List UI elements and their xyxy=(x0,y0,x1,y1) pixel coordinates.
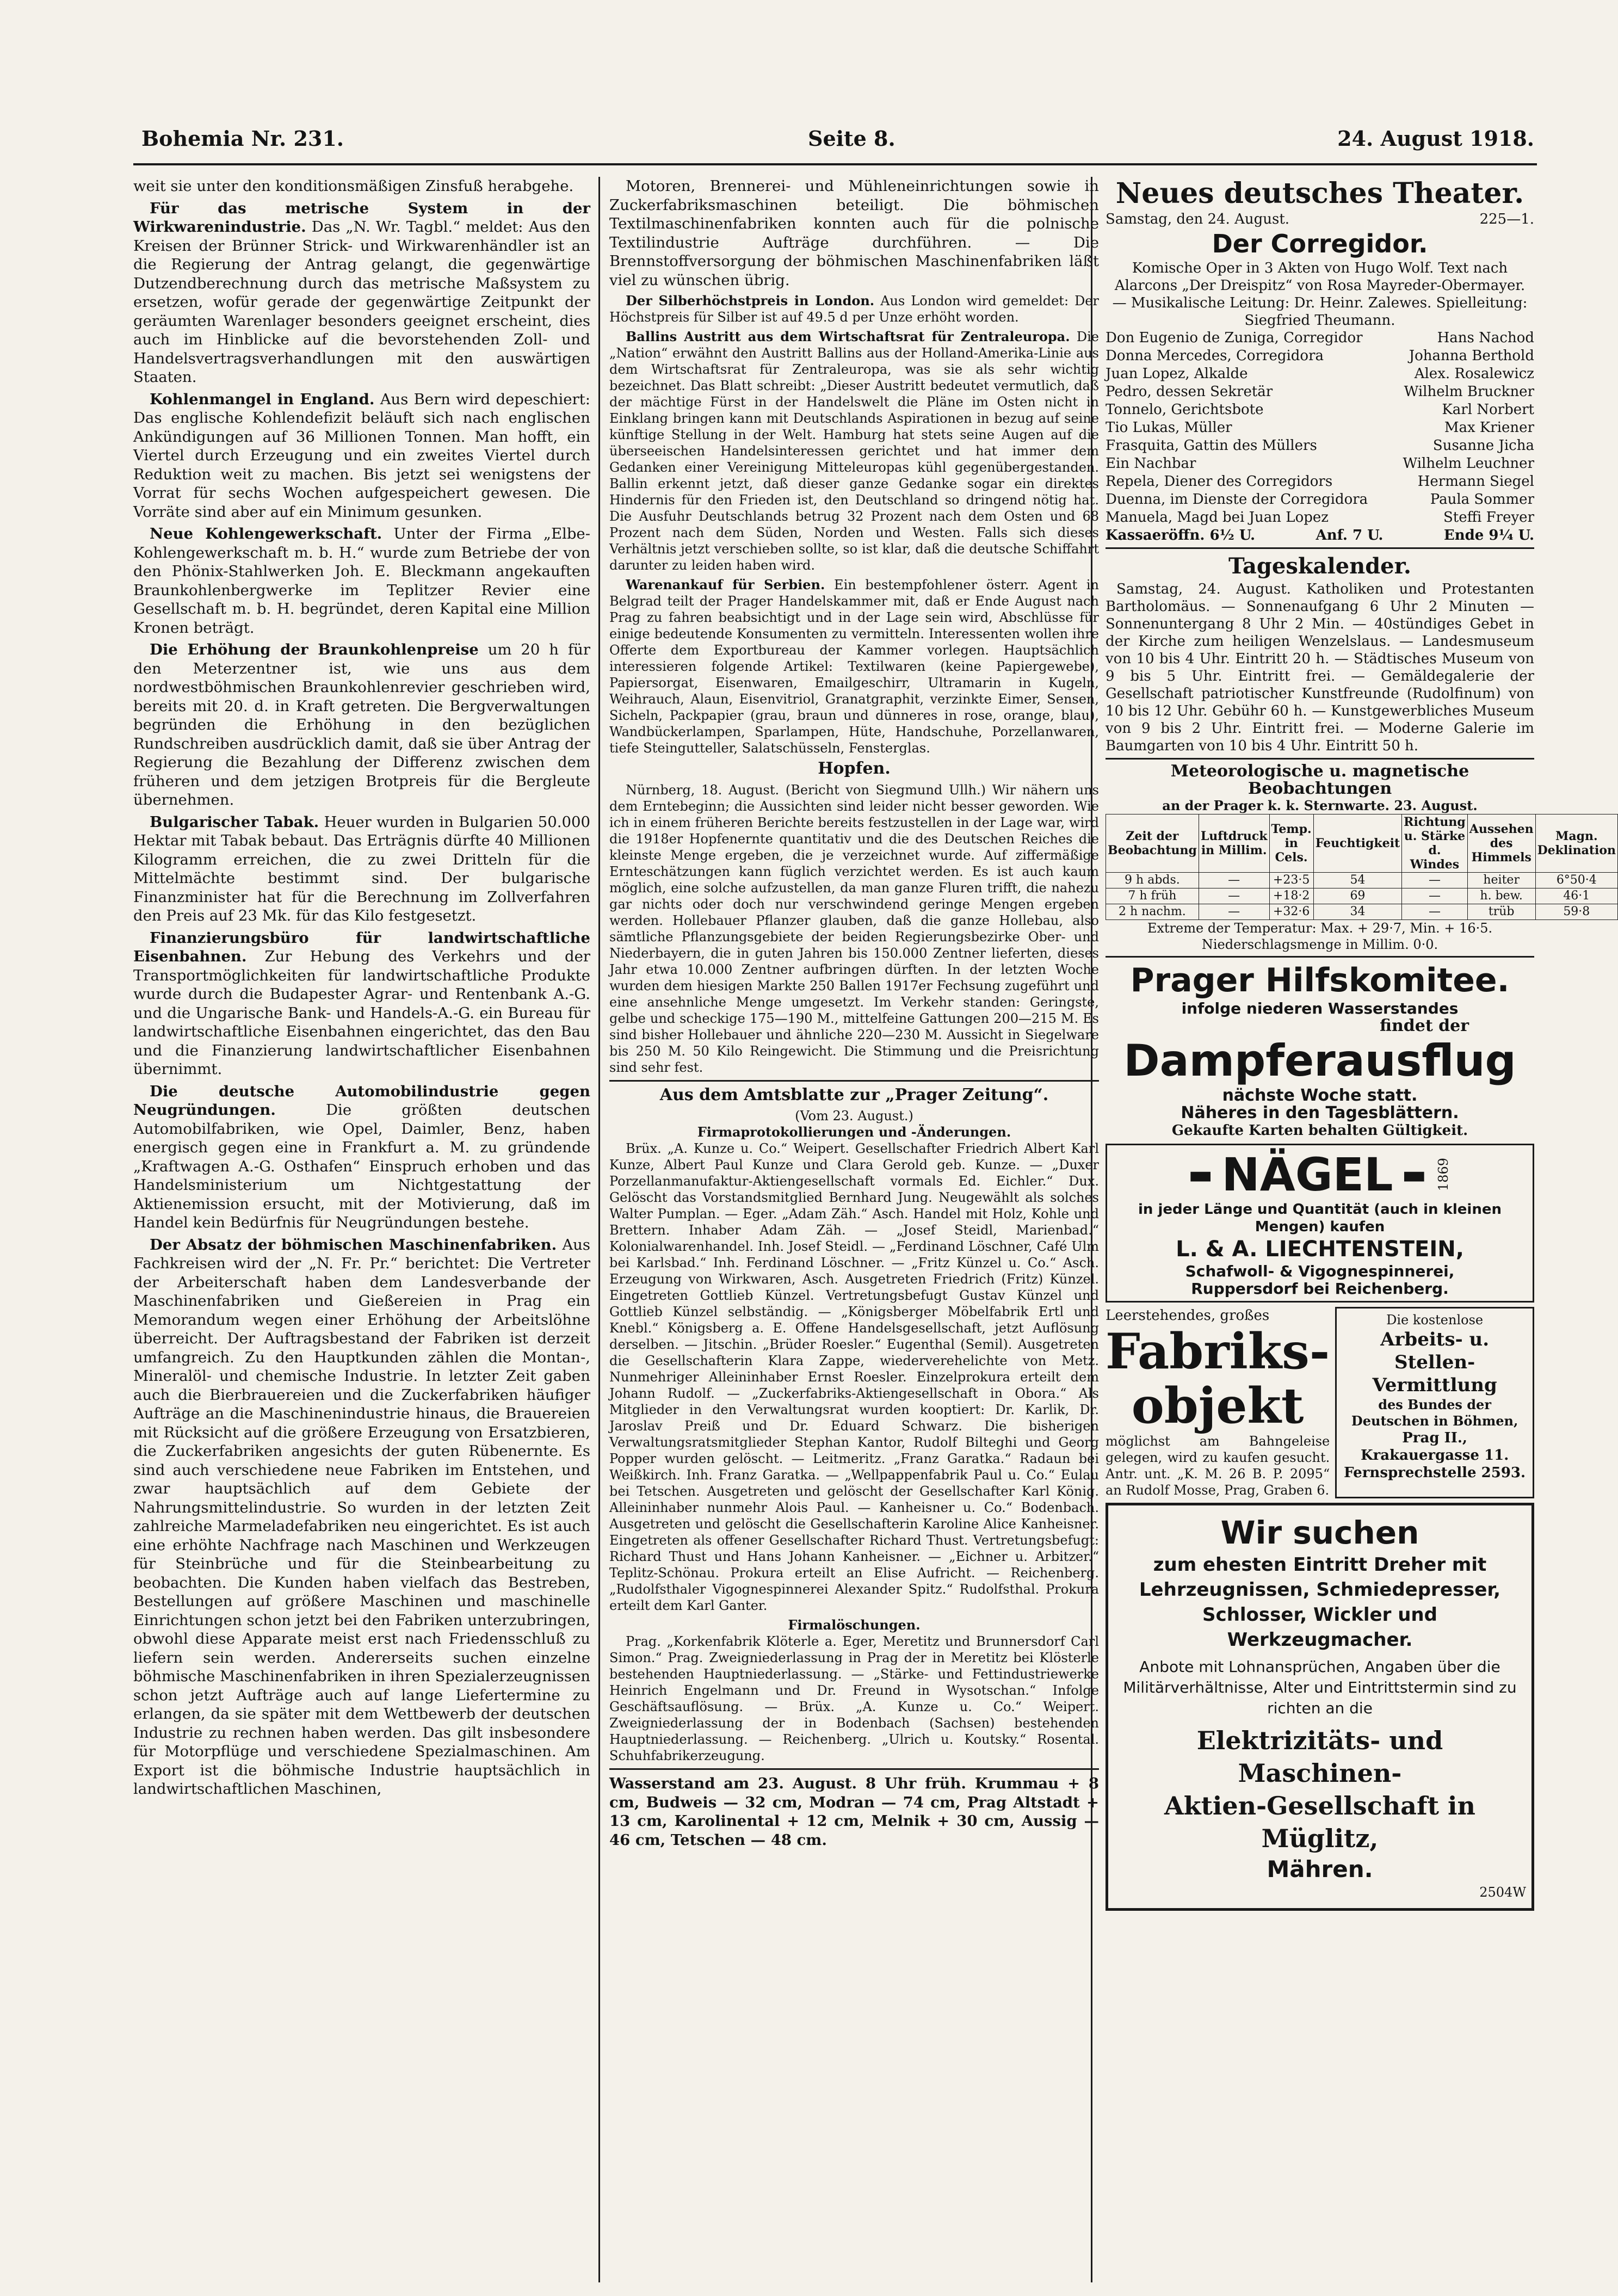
weather-column-header: Luftdruck in Millim. xyxy=(1199,814,1269,873)
factory-ad-head: Leerstehendes, großes xyxy=(1106,1307,1270,1324)
factory-ad xyxy=(1106,1307,1330,1498)
short-notices xyxy=(609,293,1099,756)
cast-row xyxy=(1106,347,1534,365)
cast-actor: Alex. Rosalewicz xyxy=(1414,366,1534,382)
founding-year: 1869 xyxy=(1435,1158,1451,1192)
cast-role: Frasquita, Gattin des Müllers xyxy=(1106,437,1317,454)
weather-column-header: Zeit der Beobachtung xyxy=(1106,814,1199,873)
theater-title: Neues deutsches Theater. xyxy=(1115,177,1524,210)
opera-description: Komische Oper in 3 Akten von Hugo Wolf. Text nach Alarcons „Der Dreispitz“ von Rosa Mayreder-Obermayer. — Musikalische Leitung: Dr. Heinr. Zalewes. Spielleitung: Siegfried Theumann. xyxy=(1112,260,1528,329)
tickets-info: Gekaufte Karten behalten Gültigkeit. xyxy=(1171,1122,1468,1139)
hilfskomitee-findet: findet der xyxy=(1380,1016,1469,1035)
weather-cell: 69 xyxy=(1313,888,1401,904)
cast-row xyxy=(1106,473,1534,491)
short-notice-body: Aus London wird gemeldet: Der Höchstpreis für Silber ist auf 49.5 d per Unze erhöht worden. xyxy=(609,293,1099,325)
weather-cell: 46·1 xyxy=(1535,888,1617,904)
news-item-headline: Kohlenmangel in England. xyxy=(150,390,375,408)
cast-row xyxy=(1106,365,1534,383)
news-item xyxy=(133,199,590,387)
wir-suchen-ad xyxy=(1106,1503,1534,1911)
weather-cell: h. bew. xyxy=(1467,888,1535,904)
agency-line-3: Vermittlung xyxy=(1372,1374,1497,1396)
header-rule xyxy=(133,163,1537,165)
weather-table-body xyxy=(1106,873,1618,920)
news-item-headline: Bulgarischer Tabak. xyxy=(150,813,319,831)
cast-row xyxy=(1106,401,1534,419)
news-item-headline: Die deutsche Automobilindustrie gegen Neugründungen. xyxy=(133,1082,590,1119)
cast-actor: Hans Nachod xyxy=(1437,330,1534,346)
cast-role: Pedro, dessen Sekretär xyxy=(1106,384,1273,400)
steamer-excursion: Dampferausflug xyxy=(1123,1035,1516,1086)
section-rule xyxy=(1106,758,1534,760)
naegel-firm: L. & A. LIECHTENSTEIN, xyxy=(1176,1237,1464,1262)
hilfskomitee-title: Prager Hilfskomitee. xyxy=(1130,961,1510,999)
weather-column-header: Magn. Deklination xyxy=(1535,814,1617,873)
weather-subtitle: an der Prager k. k. Sternwarte. 23. August. xyxy=(1162,798,1478,813)
weather-extremes: Extreme der Temperatur: Max. + 29·7, Min. + 16·5. Niederschlagsmenge in Millim. 0·0. xyxy=(1147,921,1493,952)
agency-phone: Fernsprechstelle 2593. xyxy=(1344,1465,1526,1481)
naegel-location: Ruppersdorf bei Reichenberg. xyxy=(1191,1280,1449,1298)
weather-cell: — xyxy=(1402,873,1468,888)
end-time: Ende 9¼ U. xyxy=(1443,527,1534,544)
cast-role: Duenna, im Dienste der Corregidora xyxy=(1106,491,1368,508)
weather-cell: heiter xyxy=(1467,873,1535,888)
cast-actor: Susanne Jicha xyxy=(1432,437,1534,454)
news-item-body: Aus Bern wird depeschiert: Das englische Kohlendefizit beläuft sich nach englischen Ankündigungen auf 36 Millionen Tonnen. Man hofft, ein Viertel durch Erzeugung und ein zweites Viertel durch Reduktion weit zu machen. Bis jetzt sei wenigstens der Vorrat für sechs Wochen aufgespeichert gewesen. Die Vorräte sind aber auf ein Minimum gesunken. xyxy=(133,390,590,521)
weather-row xyxy=(1106,873,1618,888)
weather-cell: +18·2 xyxy=(1269,888,1313,904)
weather-cell: 54 xyxy=(1313,873,1401,888)
news-item-body: um 20 h für den Meterzentner ist, wie uns aus dem nordwestböhmischen Braunkohlenrevier geschrieben wird, bereits mit 20. d. in Kraft getreten. Die Bergverwaltungen begründen die Erhöhung in den bezüglichen Rundschreiben ausdrücklich damit, daß sie über Antrag der Regierung die Bezahlung der Differenz zwischen dem früheren und dem jetzigen Brotpreis für die Bergleute übernehmen. xyxy=(133,641,590,808)
short-notice-headline: Warenankauf für Serbien. xyxy=(626,577,825,592)
weather-row xyxy=(1106,904,1618,920)
naegel-title: NÄGEL xyxy=(1221,1148,1393,1201)
wir-suchen-positions: zum ehesten Eintritt Dreher mit Lehrzeugnissen, Schmiedepresser, Schlosser, Wickler und Werkzeugmacher. xyxy=(1139,1554,1501,1651)
cast-actor: Karl Norbert xyxy=(1442,402,1534,418)
weather-column-header: Aussehen des Himmels xyxy=(1467,814,1535,873)
cast-row xyxy=(1106,419,1534,437)
cast-row xyxy=(1106,455,1534,473)
cast-role: Don Eugenio de Zuniga, Corregidor xyxy=(1106,330,1363,346)
cast-actor: Steffi Freyer xyxy=(1443,509,1534,526)
naegel-ad xyxy=(1106,1144,1534,1303)
factory-big-2: objekt xyxy=(1131,1377,1304,1435)
performance-number: 225—1. xyxy=(1479,211,1534,227)
weather-column-header: Temp. in Cels. xyxy=(1269,814,1313,873)
nail-icon: ▬ xyxy=(1401,1159,1426,1190)
details-info: Näheres in den Tagesblättern. xyxy=(1181,1103,1459,1122)
weather-cell: +23·5 xyxy=(1269,873,1313,888)
cast-row xyxy=(1106,383,1534,401)
cast-role: Repela, Diener des Corregidors xyxy=(1106,473,1333,490)
company-deletions-heading: Firmalöschungen. xyxy=(788,1617,921,1633)
cast-role: Ein Nachbar xyxy=(1106,455,1196,472)
start-time: Anf. 7 U. xyxy=(1316,527,1384,544)
weather-cell: 9 h abds. xyxy=(1106,873,1199,888)
classified-row xyxy=(1106,1307,1534,1498)
weather-cell: — xyxy=(1402,888,1468,904)
weather-cell: — xyxy=(1402,904,1468,920)
news-item-body: weit sie unter den konditionsmäßigen Zinsfuß herabgehe. xyxy=(133,177,574,195)
news-item xyxy=(133,1236,590,1799)
company-region: Mähren. xyxy=(1267,1856,1373,1883)
issue-date: 24. August 1918. xyxy=(1337,126,1534,151)
news-item-body: Aus Fachkreisen wird der „N. Fr. Pr.“ berichtet: Die Vertreter der Arbeiterschaft haben dem Landesverbande der Maschinenfabriken und Gießereien in Prag ein Memorandum wegen einer Erhöhung der Arbeitslöhne überreicht. Der Auftragsbestand der Fabriken ist derzeit umfangreich. Zu den Hauptkunden zählen die Montan-, Mineralöl- und chemische Industrie. In letzter Zeit gaben auch die Bierbrauereien und die Zuckerfabriken häufiger Aufträge an die Maschinenindustrie hinaus, die Brauereien mit Rücksicht auf die größere Erzeugung von Ersatzbieren, die Zuckerfabriken angesichts der guten Rübenernte. Es sind auch verschiedene neue Fabriken im Entstehen, und zwar hauptsächlich auf dem Gebiete der Nahrungsmittelindustrie. So wurden in der letzten Zeit zahlreiche Marmeladefabriken neu eingerichtet. Es ist auch eine erhöhte Nachfrage nach Maschinen und Werkzeugen für Steinbrüche und für die Steinbearbeitung zu beobachten. Die Kunden haben vielfach das Bestreben, Bestellungen auf größere Maschinen und maschinelle Einrichtungen schon jetzt bei den Fabriken unterzubringen, obwohl diese Apparate meist erst nach Friedensschluß zu liefern sein werden. Andererseits suchen einzelne böhmische Maschinenfabriken in ihren Spezialerzeugnissen schon jetzt Aufträge auch auf lange Liefertermine zu erlangen, da sie später mit dem Wettbewerb der deutschen Industrie zu rechnen haben werden. Das gilt insbesondere für Motorpflüge und verschiedene Spezialmaschinen. Am Export ist die böhmische Industrie hauptsächlich in landwirtschaftlichen Maschinen, xyxy=(133,1236,590,1798)
news-item-headline: Neue Kohlengewerkschaft. xyxy=(150,525,382,542)
theater-date: Samstag, den 24. August. xyxy=(1106,211,1290,227)
naegel-text: in jeder Länge und Quantität (auch in kleinen Mengen) kaufen xyxy=(1138,1201,1502,1235)
cast-actor: Hermann Siegel xyxy=(1417,473,1534,490)
cast-actor: Wilhelm Bruckner xyxy=(1404,384,1534,400)
news-item-headline: Finanzierungsbüro für landwirtschaftliche Eisenbahnen. xyxy=(133,929,590,965)
cast-list xyxy=(1106,329,1534,527)
section-rule xyxy=(609,1768,1099,1770)
news-item-headline: Die Erhöhung der Braunkohlenpreise xyxy=(150,641,479,658)
employment-agency-ad xyxy=(1335,1307,1534,1498)
short-notice-headline: Ballins Austritt aus dem Wirtschaftsrat für Zentraleuropa. xyxy=(626,329,1070,344)
weather-cell: +32·6 xyxy=(1269,904,1313,920)
wir-suchen-title: Wir suchen xyxy=(1220,1514,1419,1551)
weather-cell: 2 h nachm. xyxy=(1106,904,1199,920)
weather-table xyxy=(1106,814,1618,920)
naegel-business: Schafwoll- & Vigognespinnerei, xyxy=(1185,1262,1455,1280)
cast-role: Tio Lukas, Müller xyxy=(1106,419,1232,436)
news-item xyxy=(133,177,590,196)
opera-title: Der Corregidor. xyxy=(1212,229,1428,258)
weather-cell: 59·8 xyxy=(1535,904,1617,920)
weather-cell: trüb xyxy=(1467,904,1535,920)
nail-icon: ▬ xyxy=(1188,1159,1213,1190)
hilfskomitee-subtitle: infolge niederen Wasserstandes xyxy=(1181,999,1459,1017)
news-item-headline: Der Absatz der böhmischen Maschinenfabriken. xyxy=(150,1236,557,1254)
theater-times xyxy=(1106,527,1534,544)
daily-calendar-title: Tageskalender. xyxy=(1228,553,1411,579)
news-item xyxy=(133,524,590,637)
weather-cell: 34 xyxy=(1313,904,1401,920)
machine-article-continuation: Motoren, Brennerei- und Mühleneinrichtungen sowie in Zuckerfabriksmaschinen beteiligt. Die böhmischen Textilmaschinenfabriken konnten auch für die polnische Textilindustrie Aufträge durchführen. — Die Brennstoffversorgung der böhmischen Maschinenfabriken läßt viel zu wünschen übrig. xyxy=(609,177,1099,289)
factory-big-1: Fabriks- xyxy=(1106,1323,1330,1380)
section-rule xyxy=(1106,956,1534,958)
hilfskomitee-ad xyxy=(1106,961,1534,1139)
column-announcements xyxy=(1099,177,1616,2288)
cast-role: Manuela, Magd bei Juan Lopez xyxy=(1106,509,1329,526)
weather-column-header: Richtung u. Stärke d. Windes xyxy=(1402,814,1468,873)
water-levels: Wasserstand am 23. August. 8 Uhr früh. Krummau + 8 cm, Budweis — 32 cm, Modran — 74 cm, Prag Altstadt + 13 cm, Karolinental + 12 cm, Melnik + 30 cm, Aussig — 46 cm, Tetschen — 48 cm. xyxy=(609,1775,1099,1849)
daily-calendar: Samstag, 24. August. Katholiken und Protestanten Bartholomäus. — Sonnenaufgang 6 Uhr 2 Minuten — Sonnenuntergang 8 Uhr 2 Min. — 40stündiges Gebet in der Kirche zum heiligen Wenzelslaus. — Landesmuseum von 10 bis 4 Uhr. Eintritt 20 h. — Städtisches Museum von 9 bis 5 Uhr. Eintritt frei. — Gemäldegalerie der Gesellschaft patriotischer Kunstfreunde (Rudolfinum) von 10 bis 12 Uhr. Gebühr 60 h. — Kunstgewerbliches Museum von 9 bis 2 Uhr. Eintritt frei. — Moderne Galerie im Baumgarten von 10 bis 4 Uhr. Eintritt 50 h. xyxy=(1106,581,1534,754)
news-item-body: Zur Hebung des Verkehrs und der Transportmöglichkeiten für landwirtschaftliche Produkte wurde durch die Budapester Agrar- und Rentenbank A.-G. und die Ungarische Bank- und Handels-A.-G. ein Bureau für landwirtschaftliche Eisenbahnen eingerichtet, das den Bau und die Finanzierung landwirtschaftlicher Eisenbahnen übernimmt. xyxy=(133,948,590,1078)
company-name-2: Aktien-Gesellschaft in Müglitz, xyxy=(1164,1791,1475,1853)
short-notice-body: Die „Nation“ erwähnt den Austritt Ballins aus der Holland-Amerika-Linie aus dem Wirtschaftsrat für Zentraleuropa, was sie als sehr wichtig bezeichnet. Das Blatt schreibt: „Dieser Austritt bedeutet vermutlich, daß der mächtige Fürst in der Handelswelt die Pläne im Osten nicht in Einklang bringen kann mit Deutschlands Aspirationen in bezug auf seine künftige Stellung in der Welt. Hamburg hat stets seine Augen auf die überseeischen Handelsinteressen gerichtet und hat immer dem Gedanken einer Vereinigung Mitteleuropas kühl gegenübergestanden. Ballin erkennt jetzt, daß dieser ganze Gedanke sogar ein direktes Hindernis für den Frieden ist, den Deutschland so dringend nötig hat. Die Ausfuhr Deutschlands betrug 32 Prozent nach dem Osten und 68 Prozent nach dem Süden, Norden und Westen. Falls sich dieses Verhältnis jetzt verschieben sollte, so ist klar, daß die deutsche Schiffahrt darunter zu leiden haben wird. xyxy=(609,329,1099,573)
paper-name-number: Bohemia Nr. 231. xyxy=(141,126,344,151)
cast-row xyxy=(1106,491,1534,509)
short-notice-body: Ein bestempfohlener österr. Agent in Belgrad teilt der Prager Handelskammer mit, daß er Ende August nach Prag zu fahren beabsichtigt und in der Lage sein wird, Abschlüsse für einige bedeutende Konsumenten zu vermitteln. Interessenten wollen ihre Offerte dem Exportbureau der Kammer vorlegen. Hauptsächlich interessieren folgende Artikel: Textilwaren (keine Papiergewebe), Papiersorgat, Eisenwaren, Emailgeschirr, Ultramarin in Kugeln, Weihrauch, Alaun, Eisenvitriol, Granatgraphit, verzinkte Eimer, Sensen, Sicheln, Packpapier (grau, braun und dünneres in rose, orange, blau), Wandbückerlampen, Sparlampen, Hüte, Handschuhe, Porzellanwaren, tiefe Steingutteller, Salatschüsseln, Fensterglas. xyxy=(609,577,1099,756)
company-deletions: Prag. „Korkenfabrik Klöterle a. Eger, Meretitz und Brunnersdorf Carl Simon.“ Prag. Zweigniederlassung in Prag der in Meretitz bei Klösterle bestehenden Hauptniederlassung. — „Stärke- und Fettindustriewerke Heinrich Engelmann und Dr. Freund in Wysotschan.“ Infolge Geschäftsauflösung. — Brüx. „A. Kunze u. Co.“ Weipert. Zweigniederlassung der in Bodenbach (Sachsen) bestehenden Hauptniederlassung. — Reichenberg. „Ulrich u. Koutsky.“ Rosental. Schuhfabrikerzeugung. xyxy=(609,1634,1099,1763)
weather-table-header xyxy=(1106,814,1618,873)
weather-cell: — xyxy=(1199,888,1269,904)
weather-cell: 7 h früh xyxy=(1106,888,1199,904)
cast-row xyxy=(1106,329,1534,347)
agency-address: Prag II., Krakauergasse 11. xyxy=(1360,1430,1509,1464)
page-number: Seite 8. xyxy=(808,126,896,151)
weather-row xyxy=(1106,888,1618,904)
cast-role: Juan Lopez, Alkalde xyxy=(1106,366,1248,382)
hops-report: Nürnberg, 18. August. (Bericht von Siegmund Ullh.) Wir nähern uns dem Erntebeginn; die Aussichten sind leider nicht besser geworden. Wie ich in einem früheren Berichte bereits festzustellen in der Lage war, wird die 1918er Hopfenernte quantitativ und die des Deutschen Reiches die kleinste Menge ergeben, die je verzeichnet wurde. Auf ziffermäßige Ernteschätzungen kann füglich verzichtet werden. Es ist auch kaum möglich, eine solche aufzustellen, da man ganze Fluren trifft, die nahezu gar nichts oder doch nur verschwindend geringe Mengen ergeben werden. Hollebauer Pflanzer glauben, daß die ganze Hollebau, also sämtliche Pflanzungsgebiete der beiden Regierungsbezirke Ober- und Niederbayern, die in guten Jahren bis 150.000 Zentner lieferten, dieses Jahr etwa 10.000 Zentner aufbringen dürften. In der letzten Woche wurden dem hiesigen Markte 250 Ballen 1917er Fechsung zugeführt und eine ansehnliche Menge umgesetzt. Im Verkehr standen: Geringste, gelbe und scheckige 175—190 M., mittelfeine Gattungen 200—215 M. Es sind bisher Hollebauer und ähnliche 220—230 M. Aussicht in Siegelware bis 250 M. 50 Kilo Reingewicht. Die Stimmung und die Preisrichtung sind sehr fest. xyxy=(609,782,1099,1075)
official-gazette-date: (Vom 23. August.) xyxy=(795,1108,913,1124)
news-item-headline: Für das metrische System in der Wirkwarenindustrie. xyxy=(133,199,590,236)
cast-row xyxy=(1106,509,1534,527)
news-item xyxy=(133,1082,590,1232)
cast-actor: Johanna Berthold xyxy=(1409,348,1534,364)
company-registrations-heading: Firmaprotokollierungen und -Änderungen. xyxy=(697,1124,1011,1140)
column-divider-1 xyxy=(598,177,600,2282)
section-rule xyxy=(1106,547,1534,549)
cast-actor: Paula Sommer xyxy=(1430,491,1534,508)
news-item xyxy=(133,813,590,925)
company-registrations: Brüx. „A. Kunze u. Co.“ Weipert. Gesellschafter Friedrich Albert Karl Kunze, Albert Paul Kunze und Clara Gerold geb. Kunze. — „Duxer Porzellanmanufaktur-Aktiengesellschaft vormals Ed. Eichler.“ Dux. Gelöscht das Vorstandsmitglied Bernhard Jung. Neugewählt als solches Walter Pumplan. — Eger. „Adam Zäh.“ Asch. Handel mit Holz, Kohle und Brettern. Inhaber Adam Zäh. — „Josef Steidl, Marienbad.“ Kolonialwarenhandel. Inh. Josef Steidl. — „Ferdinand Löschner, Café Ulm bei Karlsbad.“ Inh. Ferdinand Löschner. — „Fritz Künzel u. Co.“ Asch. Erzeugung von Wirkwaren, Asch. Ausgetreten Friedrich (Fritz) Künzel. Eingetreten Gottlieb Künzel. Vertretungsbefugt Gustav Künzel und Gottlieb Künzel selbständig. — „Königsberger Möbelfabrik Ertl und Knebl.“ Königsberg a. E. Offene Handelsgesellschaft, jetzt Auflösung derselben. — Jitschin. „Brüder Roesler.“ Eugenthal (Semil). Ausgetreten die Gesellschafterin Klara Zappe, wiederverehelichte von Metz. Nunmehriger Alleininhaber Ernst Roesler. Einzelprokura erteilt dem Johann Rudolf. — „Zuckerfabriks-Aktiengesellschaft in Obora.“ Als Mitglieder in den Verwaltungsrat wurden kooptiert: Dr. Karlik, Dr. Jaroslav Preiß und Dr. Eduard Schwarz. Die bisherigen Verwaltungsratsmitglieder Stephan Kantor, Rudolf Bilteghi und Georg Popper wurden gelöscht. — Leitmeritz. „Franz Garatka.“ Radaun bei Weißkirch. Inh. Franz Garatka. — „Wellpappenfabrik Paul u. Co.“ Eulau bei Tetschen. Ausgetreten und gelöscht der Gesellschafter Karl König. Alleininhaber nunmehr Alois Paul. — Kanheisner u. Co.“ Bodenbach. Ausgetreten und gelöscht die Gesellschafterin Karoline Alice Kanheisner. Eingetreten als offener Gesellschafter Richard Thust. Vertretungsbefugt: Richard Thust und Hans Johann Kanheisner. — „Eichner u. Arbitzer.“ Teplitz-Schönau. Prokura erteilt an Elise Aufricht. — Reichenberg. „Rudolfsthaler Vigognespinnerei Alexander Spitz.“ Rudolfsthal. Prokura erteilt dem Karl Ganter. xyxy=(609,1141,1099,1613)
column-market-reports xyxy=(609,177,1099,2288)
box-office-time: Kassaeröffn. 6½ U. xyxy=(1106,527,1256,544)
news-item-body: Unter der Firma „Elbe-Kohlengewerkschaft m. b. H.“ wurde zum Betriebe der von den Phönix-Stahlwerken Joh. E. Bleckmann angekauften Braunkohlenbergwerke im Teplitzer Revier eine Gesellschaft m. b. H. begründet, deren Kapital eine Million Kronen beträgt. xyxy=(133,525,590,637)
news-item xyxy=(133,390,590,522)
factory-details: möglichst am Bahngeleise gelegen, wird zu kaufen gesucht. Antr. unt. „K. M. 26 B. P. 2095“ an Rudolf Mosse, Prag, Graben 6. xyxy=(1106,1434,1330,1498)
news-item-body: Das „N. Wr. Tagbl.“ meldet: Aus den Kreisen der Brünner Strick- und Wirkwarenhändler ist an die Regierung der Antrag gelangt, die gegenwärtige Dutzendberechnung durch das metrische Maßsystem zu ersetzen, wofür gerade der gegenwärtige Zeitpunkt der geräumten Warenlager besonders geeignet erscheint, dies auch im Hinblicke auf die bevorstehenden Zoll- und Handelsvertragsverhandlungen mit den auswärtigen Staaten. xyxy=(133,218,590,386)
agency-line-2: Arbeits- u. Stellen- xyxy=(1380,1329,1490,1373)
short-notice xyxy=(609,293,1099,325)
short-notice xyxy=(609,329,1099,573)
weather-cell: 6°50·4 xyxy=(1535,873,1617,888)
weather-cell: — xyxy=(1199,904,1269,920)
section-rule xyxy=(609,1080,1099,1082)
ad-code: 2504W xyxy=(1479,1885,1526,1900)
cast-role: Tonnelo, Gerichtsbote xyxy=(1106,402,1264,418)
agency-line-4: des Bundes der Deutschen in Böhmen, xyxy=(1351,1397,1518,1429)
next-week: nächste Woche statt. xyxy=(1222,1086,1418,1105)
short-notice xyxy=(609,577,1099,756)
weather-cell: — xyxy=(1199,873,1269,888)
short-notice-headline: Der Silberhöchstpreis in London. xyxy=(626,293,875,308)
agency-line-1: Die kostenlose xyxy=(1386,1312,1484,1328)
column-economy-news xyxy=(133,177,590,2288)
theater-date-row xyxy=(1106,211,1534,228)
weather-column-header: Feuchtigkeit xyxy=(1313,814,1401,873)
news-item-body: Die größten deutschen Automobilfabriken, wie Opel, Daimler, Benz, haben energisch gegen eine in Frankfurt a. M. zu gründende „Kraftwagen A.-G. Osthafen“ Einspruch erhoben und das Handelsministerium um Nichtgestattung der Aktienemission ersucht, mit der Motivierung, daß im Handel kein Bedürfnis für Neugründungen bestehe. xyxy=(133,1101,590,1231)
page-header xyxy=(141,126,1534,159)
hops-heading: Hopfen. xyxy=(818,759,891,778)
news-item-body: Heuer wurden in Bulgarien 50.000 Hektar mit Tabak bebaut. Das Erträgnis dürfte 40 Millionen Kilogramm erreichen, die zu zwei Dritteln für die Mittelmächte bestimmt sind. Der bulgarische Finanzminister hat für die Berechnung im Zollverfahren den Preis auf 23 Mk. für das Kilo festgesetzt. xyxy=(133,813,590,924)
cast-actor: Max Kriener xyxy=(1444,419,1534,436)
news-item xyxy=(133,929,590,1079)
cast-row xyxy=(1106,437,1534,455)
company-name-1: Elektrizitäts- und Maschinen- xyxy=(1196,1726,1443,1788)
weather-title: Meteorologische u. magnetische Beobachtungen xyxy=(1170,762,1469,798)
news-item xyxy=(133,640,590,810)
cast-actor: Wilhelm Leuchner xyxy=(1403,455,1534,472)
wir-suchen-instructions: Anbote mit Lohnansprüchen, Angaben über die Militärverhältnisse, Alter und Eintrittstermin sind zu richten an die xyxy=(1123,1658,1517,1717)
official-gazette-heading: Aus dem Amtsblatte zur „Prager Zeitung“. xyxy=(659,1085,1049,1104)
cast-role: Donna Mercedes, Corregidora xyxy=(1106,348,1324,364)
